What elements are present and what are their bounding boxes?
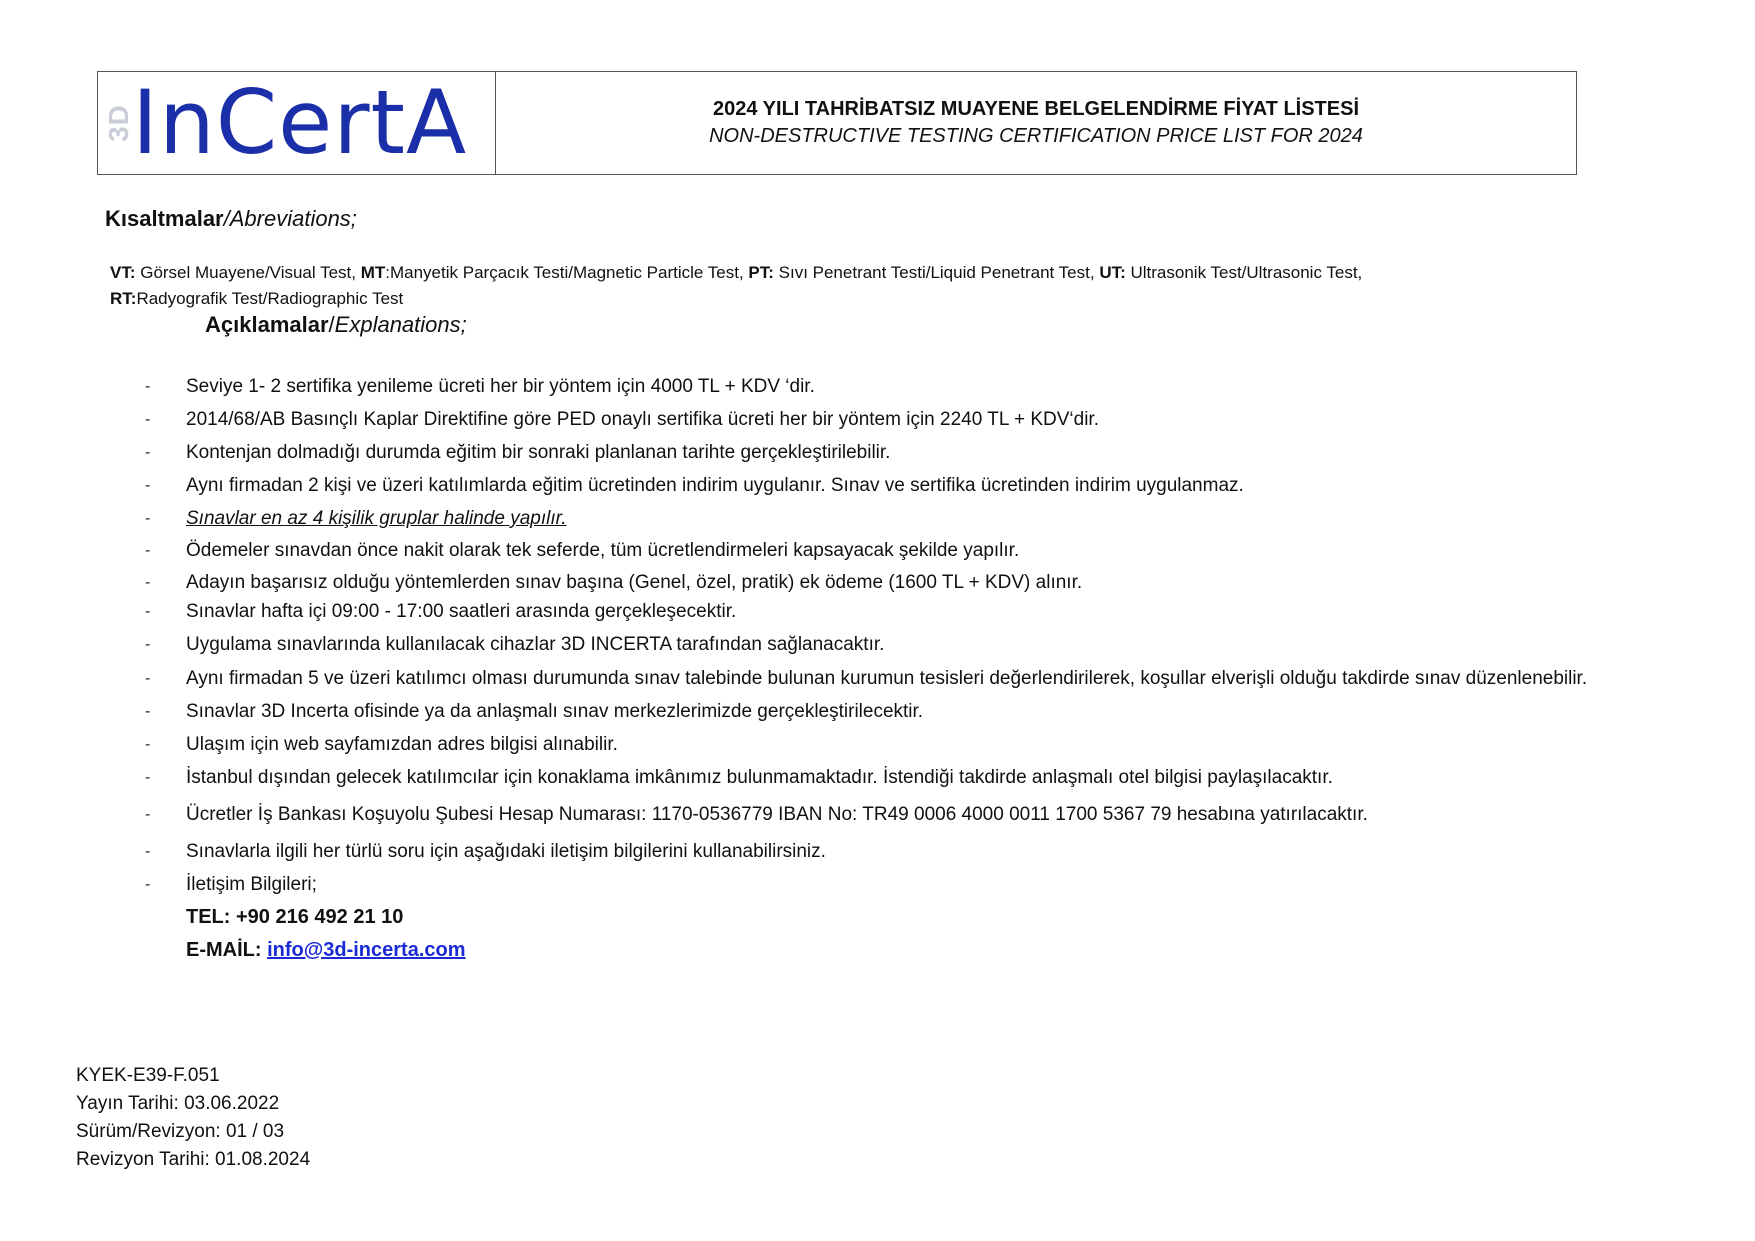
list-item-text: Aynı firmadan 5 ve üzeri katılımcı olması durumunda sınav talebinde bulunan kurumun tesisleri değerlendirilerek, koşullar elverişli olduğu takdirde sınav düzenlenebilir. [186, 668, 1588, 689]
abbr-desc: Görsel Muayene/Visual Test, [135, 263, 361, 282]
abbr-code: UT: [1099, 263, 1126, 282]
list-item [145, 505, 1635, 533]
dash-bullet: - [145, 411, 151, 428]
doc-code: KYEK-E39-F.051 [76, 1065, 220, 1086]
abbreviations-heading-tr: Kısaltmalar [105, 206, 224, 231]
dash-bullet: - [145, 378, 151, 395]
logo-text: InCertA [132, 71, 468, 174]
list-item-text: Uygulama sınavlarında kullanılacak cihazlar 3D INCERTA tarafından sağlanacaktır. [186, 634, 885, 655]
phone-number: TEL: +90 216 492 21 10 [186, 906, 404, 928]
dash-bullet: - [145, 843, 151, 860]
list-item [145, 439, 1635, 467]
explanations-heading-en: Explanations; [334, 312, 467, 337]
list-item [145, 801, 1635, 829]
abbr-code: VT: [110, 263, 136, 282]
email-link[interactable]: info@3d-incerta.com [267, 939, 466, 961]
list-item-text: Ödemeler sınavdan önce nakit olarak tek seferde, tüm ücretlendirmeleri kapsayacak şekilde yapılır. [186, 540, 1020, 561]
list-item [145, 838, 1635, 866]
list-item [145, 373, 1635, 401]
title-turkish: 2024 YILI TAHRİBATSIZ MUAYENE BELGELENDİRME FİYAT LİSTESİ [712, 98, 1360, 120]
list-item-text: Sınavlar 3D Incerta ofisinde ya da anlaşmalı sınav merkezlerimizde gerçekleştirilecektir. [186, 701, 924, 722]
title-english: NON-DESTRUCTIVE TESTING CERTIFICATION PRICE LIST FOR 2024 [709, 125, 1363, 147]
version: Sürüm/Revizyon: 01 / 03 [76, 1121, 285, 1142]
dash-bullet: - [145, 876, 151, 893]
email-line [186, 934, 1635, 967]
document-header [97, 71, 1577, 175]
revision-date: Revizyon Tarihi: 01.08.2024 [76, 1149, 311, 1170]
dash-bullet: - [145, 542, 151, 559]
list-item-text: Kontenjan dolmadığı durumda eğitim bir sonraki planlanan tarihte gerçekleştirilebilir. [186, 442, 891, 463]
dash-bullet: - [145, 444, 151, 461]
email-label: E-MAİL: [186, 939, 268, 961]
dash-bullet: - [145, 574, 151, 591]
abbr-desc: Ultrasonik Test/Ultrasonic Test, [1125, 263, 1363, 282]
list-item-text: Seviye 1- 2 sertifika yenileme ücreti her bir yöntem için 4000 TL + KDV ‘dir. [186, 376, 815, 397]
publish-date: Yayın Tarihi: 03.06.2022 [76, 1093, 280, 1114]
list-item [145, 598, 1635, 626]
contact-info [145, 901, 1635, 967]
explanations-heading-tr: Açıklamalar [205, 312, 329, 337]
dash-bullet: - [145, 510, 151, 527]
explanations-heading: Açıklamalar/Explanations; [205, 312, 467, 337]
abbr-desc: Sıvı Penetrant Testi/Liquid Penetrant Test, [773, 263, 1100, 282]
abbreviations-text [110, 260, 1650, 312]
document-footer [76, 1062, 310, 1174]
abbr-code: MT [360, 263, 386, 282]
list-item-text: İstanbul dışından gelecek katılımcılar için konaklama imkânımız bulunmamaktadır. İstendiği takdirde anlaşmalı otel bilgisi paylaşılacaktır. [186, 767, 1333, 788]
list-item [145, 871, 1635, 899]
list-item [145, 406, 1635, 434]
dash-bullet: - [145, 736, 151, 753]
explanations-list [145, 373, 1635, 967]
list-item-text: Ulaşım için web sayfamızdan adres bilgisi alınabilir. [186, 734, 618, 755]
abbreviations-heading [105, 206, 357, 232]
abbreviations-heading-en: /Abreviations; [223, 206, 357, 231]
title-block [496, 72, 1576, 174]
dash-bullet: - [145, 806, 151, 823]
dash-bullet: - [145, 477, 151, 494]
list-item [145, 472, 1635, 500]
list-item [145, 731, 1635, 759]
dash-bullet: - [145, 769, 151, 786]
list-item-text: Aynı firmadan 2 kişi ve üzeri katılımlarda eğitim ücretinden indirim uygulanır. Sınav ve sertifika ücretinden indirim uygulanmaz. [186, 475, 1244, 496]
abbr-desc: Radyografik Test/Radiographic Test [136, 289, 404, 308]
logo [98, 72, 496, 174]
list-item-text: 2014/68/AB Basınçlı Kaplar Direktifine göre PED onaylı sertifika ücreti her bir yöntem için 2240 TL + KDV‘dir. [186, 409, 1099, 430]
logo-prefix: 3D [102, 104, 134, 142]
list-item-text: Sınavlarla ilgili her türlü soru için aşağıdaki iletişim bilgilerini kullanabilirsiniz. [186, 841, 826, 862]
list-item-text: Sınavlar hafta içi 09:00 - 17:00 saatleri arasında gerçekleşecektir. [186, 601, 737, 622]
list-item [145, 698, 1635, 726]
list-item [145, 764, 1635, 792]
list-item-text: Adayın başarısız olduğu yöntemlerden sınav başına (Genel, özel, pratik) ek ödeme (1600 TL + KDV) alınır. [186, 572, 1083, 593]
list-item-text: İletişim Bilgileri; [186, 874, 317, 895]
list-item-text: Ücretler İş Bankası Koşuyolu Şubesi Hesap Numarası: 1170-0536779 IBAN No: TR49 0006 4000 0011 1700 5367 79 hesabına yatırılacaktır. [186, 804, 1368, 825]
dash-bullet: - [145, 603, 151, 620]
list-item [145, 665, 1635, 693]
list-item [145, 631, 1635, 659]
list-item [145, 569, 1635, 597]
dash-bullet: - [145, 670, 151, 687]
list-item [145, 537, 1635, 565]
abbr-code: PT: [748, 263, 774, 282]
dash-bullet: - [145, 703, 151, 720]
dash-bullet: - [145, 636, 151, 653]
abbr-code: RT: [110, 289, 137, 308]
list-item-text-underlined: Sınavlar en az 4 kişilik gruplar halinde yapılır. [186, 508, 567, 529]
abbr-desc: :Manyetik Parçacık Testi/Magnetic Particle Test, [385, 263, 749, 282]
